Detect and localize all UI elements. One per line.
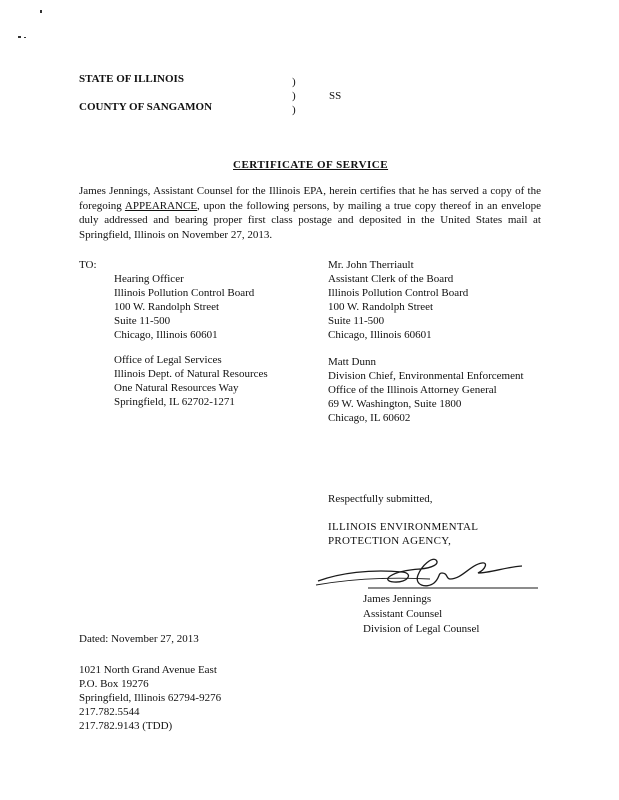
paragraph-text-before: James Jennings, Assistant Counsel for the Illinois EPA, herein certifies that he has served a copy of the foregoing — [79, 185, 541, 212]
address-line: Chicago, IL 60602 — [328, 412, 411, 424]
address-line: Springfield, IL 62702-1271 — [114, 396, 235, 408]
scan-speck — [18, 36, 21, 38]
recipient-clerk — [328, 258, 468, 342]
ss-label: SS — [329, 90, 342, 102]
signatory-block — [363, 592, 479, 636]
address-line: Illinois Pollution Control Board — [114, 287, 255, 299]
address-line: Matt Dunn — [328, 356, 376, 368]
paragraph-text-after: , upon the following persons, by mailing a true copy thereof in an envelope duly addressed and bearing proper first class postage and deposited in the United States mail at Springfield, Illinois on November 27, 2013. — [79, 199, 541, 241]
address-line: 1021 North Grand Avenue East — [79, 664, 217, 676]
certification-paragraph — [79, 184, 541, 242]
address-line: One Natural Resources Way — [114, 382, 239, 394]
caption-paren: ) — [292, 104, 296, 116]
certificate-title: CERTIFICATE OF SERVICE — [233, 159, 389, 171]
address-line: P.O. Box 19276 — [79, 678, 149, 690]
recipient-attorney-general — [328, 355, 524, 425]
respectfully-submitted: Respectfully submitted, — [328, 493, 433, 505]
signatory-line: Division of Legal Counsel — [363, 623, 480, 635]
state-label: STATE OF ILLINOIS — [79, 73, 184, 85]
address-line: Chicago, Illinois 60601 — [114, 329, 218, 341]
agency-name-line1: ILLINOIS ENVIRONMENTAL — [328, 521, 479, 533]
address-line: Illinois Pollution Control Board — [328, 287, 469, 299]
scan-speck — [40, 10, 42, 13]
to-label: TO: — [79, 259, 97, 271]
dated-line: Dated: November 27, 2013 — [79, 633, 199, 645]
recipient-hearing-officer — [114, 272, 254, 342]
handwritten-signature — [310, 555, 540, 595]
address-line: Illinois Dept. of Natural Resources — [114, 368, 268, 380]
scan-speck — [24, 37, 26, 38]
address-line: Office of Legal Services — [114, 354, 222, 366]
address-line: 69 W. Washington, Suite 1800 — [328, 398, 462, 410]
caption-paren: ) — [292, 76, 296, 88]
address-line: Mr. John Therriault — [328, 259, 414, 271]
address-line: Division Chief, Environmental Enforcement — [328, 370, 524, 382]
agency-name-line2: PROTECTION AGENCY, — [328, 535, 452, 547]
appearance-underlined: APPEARANCE — [124, 199, 198, 212]
signatory-line: Assistant Counsel — [363, 608, 443, 620]
caption-paren: ) — [292, 90, 296, 102]
return-address — [79, 663, 221, 733]
address-line: Chicago, Illinois 60601 — [328, 329, 432, 341]
address-line: Assistant Clerk of the Board — [328, 273, 454, 285]
address-line: 100 W. Randolph Street — [328, 301, 434, 313]
address-line: 217.782.5544 — [79, 706, 140, 718]
address-line: 100 W. Randolph Street — [114, 301, 220, 313]
address-line: Suite 11-500 — [328, 315, 385, 327]
address-line: 217.782.9143 (TDD) — [79, 720, 173, 732]
address-line: Hearing Officer — [114, 273, 184, 285]
address-line: Office of the Illinois Attorney General — [328, 384, 497, 396]
address-line: Suite 11-500 — [114, 315, 171, 327]
address-line: Springfield, Illinois 62794-9276 — [79, 692, 222, 704]
recipient-legal-services — [114, 353, 268, 409]
county-label: COUNTY OF SANGAMON — [79, 101, 213, 113]
signatory-line: James Jennings — [363, 593, 432, 605]
